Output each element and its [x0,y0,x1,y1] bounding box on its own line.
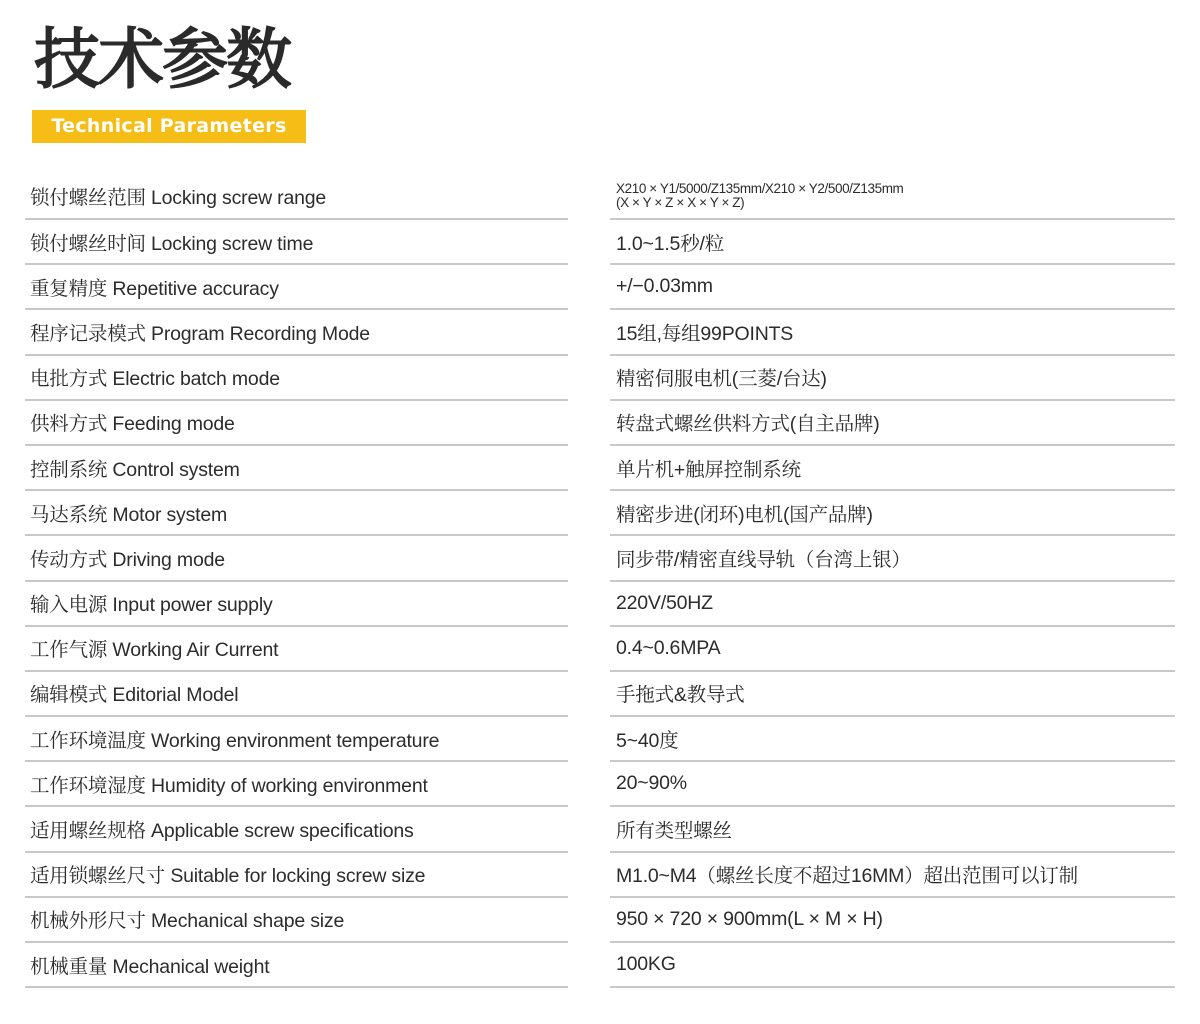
parameter-label: 输入电源 Input power supply [30,594,273,617]
parameter-value: 同步带/精密直线导轨（台湾上银） [616,548,911,571]
parameter-row [25,807,568,852]
parameter-value: 5~40度 [616,729,679,752]
parameter-row [610,536,1175,581]
parameter-row [610,762,1175,807]
parameter-row [610,174,1175,220]
parameter-row [25,582,568,627]
parameter-label: 电批方式 Electric batch mode [30,368,280,391]
parameter-value: 220V/50HZ [616,591,713,614]
parameter-value: 精密步进(闭环)电机(国产品牌) [616,503,873,526]
parameter-row [25,356,568,401]
parameter-row [25,717,568,762]
parameter-label: 工作气源 Working Air Current [30,639,279,662]
parameter-value: 1.0~1.5秒/粒 [616,232,725,255]
parameter-row [25,446,568,491]
parameter-row [610,582,1175,627]
parameter-row [610,446,1175,491]
parameter-row [610,807,1175,852]
parameter-value: 20~90% [616,772,687,795]
parameter-value: 所有类型螺丝 [616,820,732,843]
parameter-value: 精密伺服电机(三菱/台达) [616,368,827,391]
parameter-value-line: (X × Y × Z × X × Y × Z) [616,195,745,210]
parameter-value: 0.4~0.6MPA [616,636,721,659]
parameter-row [610,853,1175,898]
parameter-label: 供料方式 Feeding mode [30,413,235,436]
parameter-value: 15组,每组99POINTS [616,322,794,345]
parameter-row [25,853,568,898]
parameter-row [610,627,1175,672]
parameter-row [25,220,568,265]
parameter-label: 控制系统 Control system [30,458,240,481]
parameter-row [610,717,1175,762]
parameter-value: 950 × 720 × 900mm(L × M × H) [616,907,883,930]
parameter-row [25,627,568,672]
parameter-row [25,536,568,581]
parameter-value-line: X210 × Y1/5000/Z135mm/X210 × Y2/500/Z135mm [616,181,904,196]
parameter-value: +/−0.03mm [616,275,713,298]
parameter-label: 机械重量 Mechanical weight [30,955,270,978]
parameter-label: 工作环境温度 Working environment temperature [30,729,440,752]
parameter-label: 锁付螺丝时间 Locking screw time [30,232,314,255]
parameter-label: 重复精度 Repetitive accuracy [30,277,279,300]
parameter-row [25,265,568,310]
parameter-value [610,182,903,210]
parameter-row [25,491,568,536]
parameter-row [25,672,568,717]
parameter-values-column [610,174,1175,988]
parameter-label: 适用螺丝规格 Applicable screw specifications [30,820,414,843]
parameter-label: 锁付螺丝范围 Locking screw range [30,187,327,209]
parameter-labels-column [25,174,568,988]
parameter-row [610,401,1175,446]
parameter-row [25,898,568,943]
parameter-value: 单片机+触屏控制系统 [616,458,801,481]
parameter-label: 适用锁螺丝尺寸 Suitable for locking screw size [30,865,426,888]
parameter-row [610,898,1175,943]
parameter-row [610,356,1175,401]
parameter-label: 机械外形尺寸 Mechanical shape size [30,910,345,933]
parameter-row [610,220,1175,265]
parameter-value: 转盘式螺丝供料方式(自主品牌) [616,413,880,436]
parameter-label: 程序记录模式 Program Recording Mode [30,322,370,345]
parameter-row [25,174,568,220]
parameter-label: 工作环境湿度 Humidity of working environment [30,774,428,797]
parameter-row [610,265,1175,310]
subtitle-badge: Technical Parameters [32,110,306,143]
parameter-value: M1.0~M4（螺丝长度不超过16MM）超出范围可以订制 [616,865,1078,888]
parameter-label: 马达系统 Motor system [30,503,228,526]
parameter-row [25,401,568,446]
parameter-label: 编辑模式 Editorial Model [30,684,239,707]
parameter-row [610,491,1175,536]
parameter-row [610,310,1175,355]
parameter-label: 传动方式 Driving mode [30,548,225,571]
parameter-row [25,943,568,988]
parameter-value: 手拖式&教导式 [616,684,745,707]
page-title: 技术参数 [34,21,290,98]
parameter-row [25,310,568,355]
parameter-row [610,943,1175,988]
parameter-value: 100KG [616,953,676,976]
parameter-row [25,762,568,807]
parameter-row [610,672,1175,717]
